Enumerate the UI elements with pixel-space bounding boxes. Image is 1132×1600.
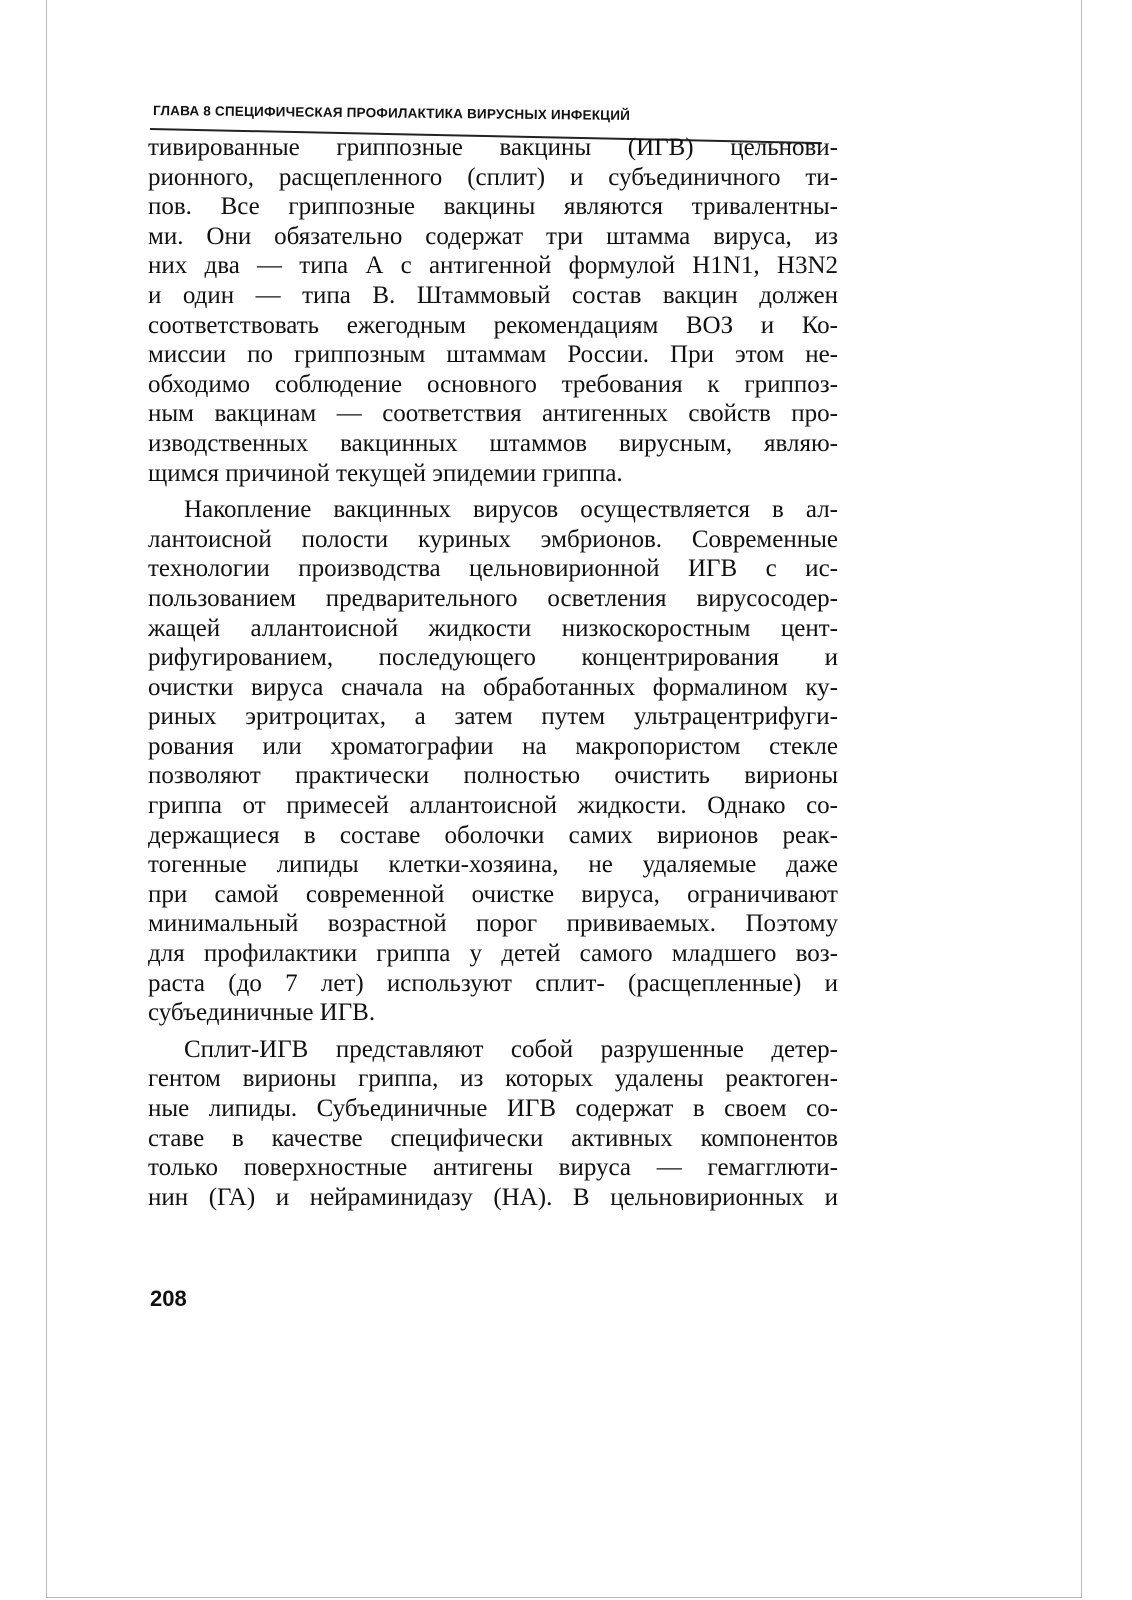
text-line: при самой современной очистке вируса, ограничивают (148, 880, 838, 908)
text-line: ным вакцинам — соответствия антигенных свойств про- (148, 400, 838, 428)
text-line: соответствовать ежегодным рекомендациям ВОЗ и Ко- (148, 311, 838, 339)
text-line: пов. Все гриппозные вакцины являются тривалентны- (148, 193, 838, 221)
text-line: жащей аллантоисной жидкости низкоскоростным цент- (148, 614, 838, 642)
text-line: гентом вирионы гриппа, из которых удалены реактоген- (148, 1065, 838, 1093)
text-line: раста (до 7 лет) используют сплит- (расщепленные) и (148, 969, 838, 997)
text-line: позволяют практически полностью очистить вирионы (148, 762, 838, 790)
text-line: рионного, расщепленного (сплит) и субъединичного ти- (148, 163, 838, 191)
text-line: них два — типа А с антигенной формулой H1N1, H3N2 (148, 252, 838, 280)
text-line: обходимо соблюдение основного требования к гриппоз- (148, 370, 838, 398)
text-line: нин (ГА) и нейраминидазу (НА). В цельновирионных и (148, 1183, 838, 1211)
text-line: лантоисной полости куриных эмбрионов. Современные (148, 525, 838, 553)
text-line: и один — типа В. Штаммовый состав вакцин должен (148, 281, 838, 309)
text-line: изводственных вакцинных штаммов вирусным, являю- (148, 429, 838, 457)
text-line: миссии по гриппозным штаммам России. При этом не- (148, 341, 838, 369)
text-line: тогенные липиды клетки-хозяина, не удаляемые даже (148, 851, 838, 879)
text-line: Сплит-ИГВ представляют собой разрушенные детер- (184, 1035, 838, 1063)
text-line: ми. Они обязательно содержат три штамма вируса, из (148, 222, 838, 250)
text-line: риных эритроцитах, а затем путем ультрацентрифуги- (148, 703, 838, 731)
text-line: Накопление вакцинных вирусов осуществляется в ал- (184, 496, 838, 524)
body-text (148, 133, 838, 1212)
text-line: очистки вируса сначала на обработанных формалином ку- (148, 673, 838, 701)
text-line: только поверхностные антигены вируса — гемагглюти- (148, 1154, 838, 1182)
page-number: 208 (150, 1286, 187, 1311)
text-line: технологии производства цельновирионной ИГВ с ис- (148, 555, 838, 583)
text-line: гриппа от примесей аллантоисной жидкости. Однако со- (148, 792, 838, 820)
text-line: рования или хроматографии на макропористом стекле (148, 732, 838, 760)
text-line: рифугированием, последующего концентрирования и (148, 644, 838, 672)
paragraph-3 (148, 1035, 838, 1213)
text-line: держащиеся в составе оболочки самих вирионов реак- (148, 821, 838, 849)
paragraph-1 (148, 133, 838, 488)
text-line: пользованием предварительного осветления вирусосодер- (148, 584, 838, 612)
text-line: субъединичные ИГВ. (148, 999, 376, 1027)
text-line: ставе в качестве специфически активных компонентов (148, 1124, 838, 1152)
text-line: тивированные гриппозные вакцины (ИГВ) цельнови- (148, 134, 838, 161)
text-line: для профилактики гриппа у детей самого младшего воз- (148, 940, 838, 968)
paragraph-2 (148, 495, 838, 1028)
text-line: ные липиды. Субъединичные ИГВ содержат в своем со- (148, 1095, 838, 1122)
text-line: минимальный возрастной порог прививаемых. Поэтому (148, 910, 838, 938)
text-line: щимся причиной текущей эпидемии гриппа. (148, 459, 623, 487)
running-head: ГЛАВА 8 СПЕЦИФИЧЕСКАЯ ПРОФИЛАКТИКА ВИРУСНЫХ ИНФЕКЦИЙ (152, 103, 631, 123)
